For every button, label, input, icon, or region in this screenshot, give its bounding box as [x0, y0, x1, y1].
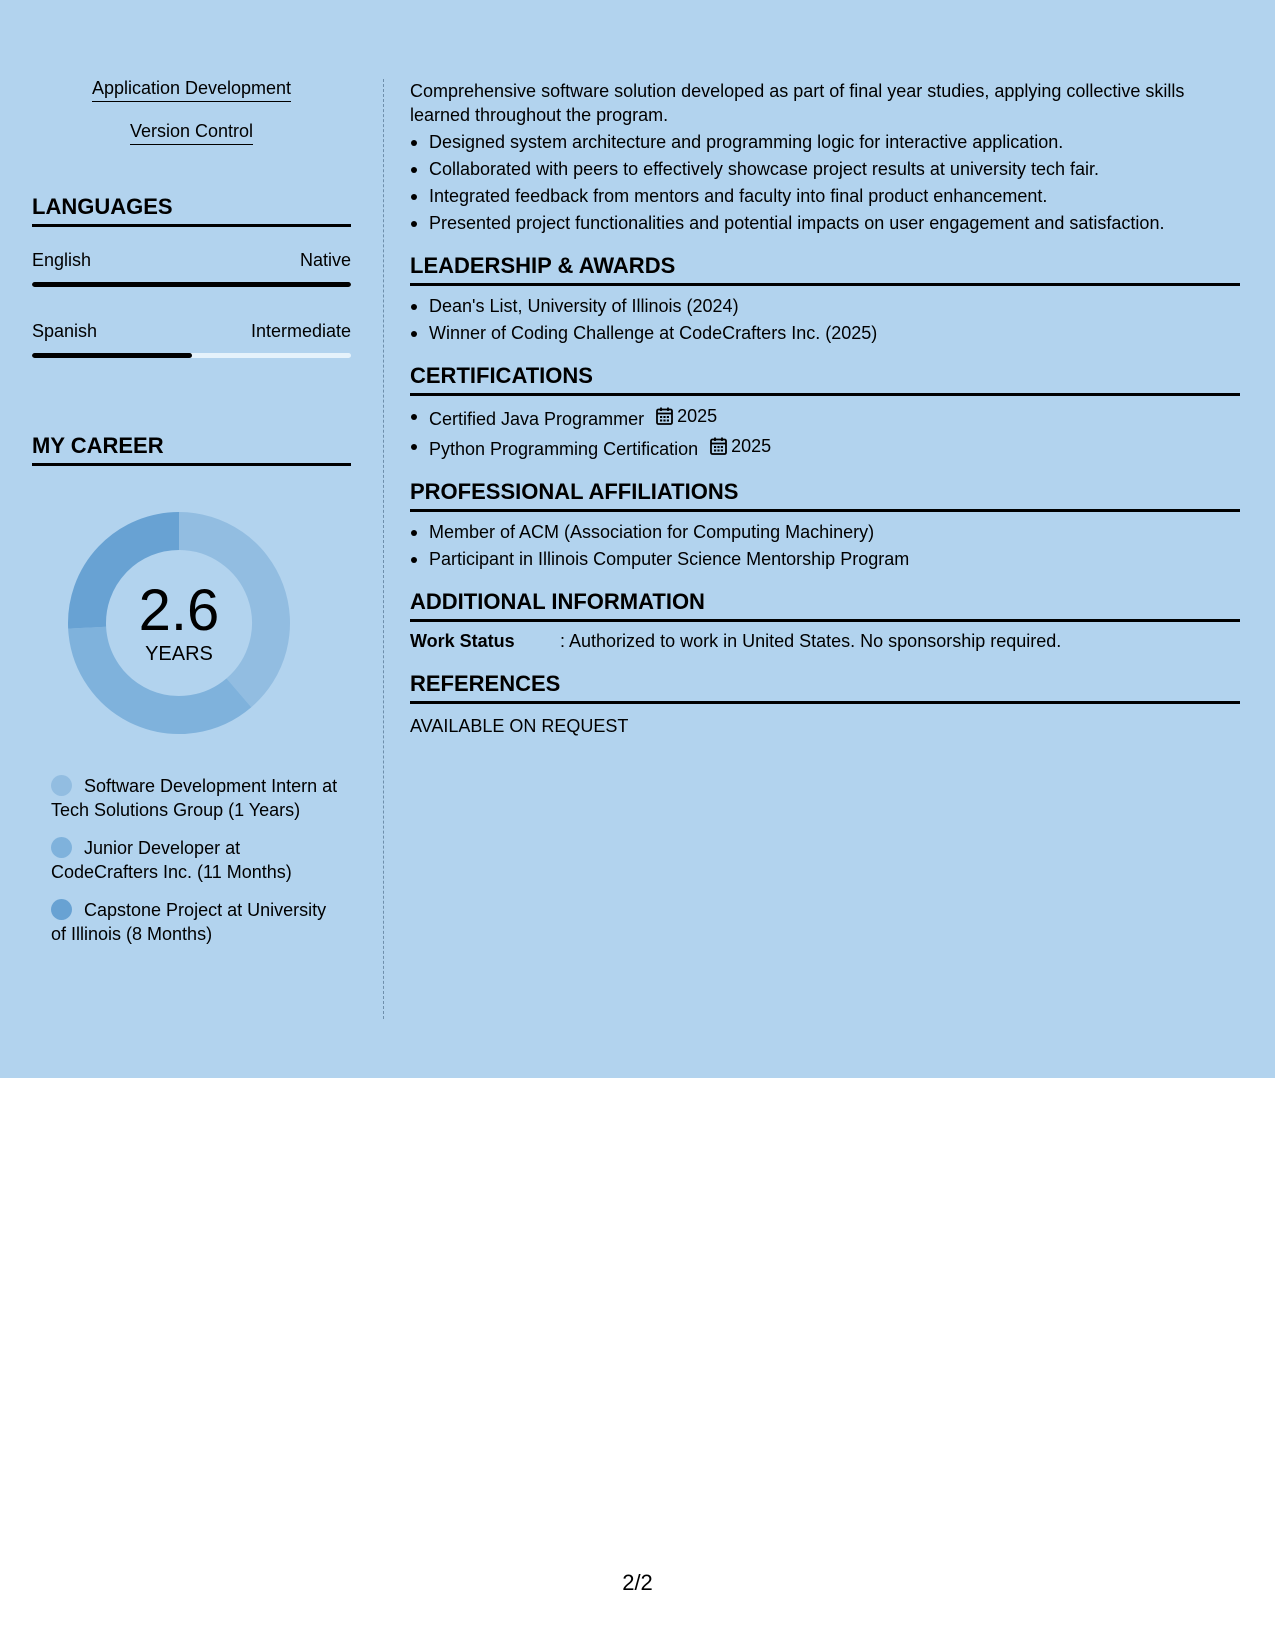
certification-date: 2025	[677, 406, 718, 426]
career-donut-chart	[66, 510, 292, 736]
languages-section	[32, 194, 351, 358]
list-item: Participant in Illinois Computer Science Mentorship Program	[410, 547, 1240, 571]
career-entry-label: Software Development Intern at Tech Solutions Group (1 Years)	[51, 776, 338, 820]
career-total-unit: YEARS	[145, 643, 213, 665]
language-level-bar	[32, 353, 351, 358]
work-status-label: Work Status	[410, 631, 515, 651]
legend-dot	[51, 775, 72, 796]
language-item	[32, 248, 351, 287]
certifications-title: CERTIFICATIONS	[410, 363, 1240, 396]
certification-date: 2025	[731, 436, 772, 456]
leadership-title: LEADERSHIP & AWARDS	[410, 253, 1240, 286]
additional-title: ADDITIONAL INFORMATION	[410, 589, 1240, 622]
career-legend-item	[51, 774, 341, 822]
list-item: Integrated feedback from mentors and faculty into final product enhancement.	[410, 184, 1240, 208]
certifications-list	[410, 404, 1240, 461]
project-description: Comprehensive software solution developed as part of final year studies, applying collective skills learned throughout the program.	[410, 81, 1185, 125]
certifications-section	[410, 363, 1240, 461]
list-item: Winner of Coding Challenge at CodeCrafters Inc. (2025)	[410, 321, 1240, 345]
career-entry-label: Capstone Project at University of Illinois (8 Months)	[51, 900, 327, 944]
references-section	[410, 671, 1240, 738]
additional-section	[410, 589, 1240, 653]
affiliations-list	[410, 520, 1240, 571]
skills-list	[32, 76, 351, 145]
career-legend-item	[51, 898, 341, 946]
career-title: MY CAREER	[32, 433, 351, 466]
language-level: Native	[299, 250, 351, 270]
references-text: AVAILABLE ON REQUEST	[410, 716, 629, 736]
legend-dot	[51, 899, 72, 920]
sidebar	[32, 76, 351, 946]
language-level-fill	[32, 282, 351, 287]
list-item: Presented project functionalities and potential impacts on user engagement and satisfaction.	[410, 211, 1240, 235]
language-level: Intermediate	[250, 321, 351, 341]
career-legend-item	[51, 836, 341, 884]
language-name: English	[32, 250, 92, 270]
main-column	[410, 79, 1240, 738]
career-entry-label: Junior Developer at CodeCrafters Inc. (11 Months)	[51, 838, 292, 882]
work-status-value: : Authorized to work in United States. No sponsorship required.	[560, 631, 1062, 651]
list-item: Member of ACM (Association for Computing Machinery)	[410, 520, 1240, 544]
language-name: Spanish	[32, 321, 98, 341]
page-number: 2/2	[622, 1570, 653, 1595]
language-level-fill	[32, 353, 192, 358]
calendar-icon	[656, 407, 673, 425]
work-status-row	[410, 629, 1240, 653]
list-item: Designed system architecture and programming logic for interactive application.	[410, 130, 1240, 154]
career-total-value: 2.6	[138, 578, 220, 643]
skill-item: Application Development	[92, 76, 291, 102]
language-level-bar	[32, 282, 351, 287]
project-section	[410, 79, 1240, 235]
list-item: Collaborated with peers to effectively showcase project results at university tech fair.	[410, 157, 1240, 181]
career-legend	[51, 774, 341, 946]
certification-item	[410, 404, 1240, 431]
affiliations-section	[410, 479, 1240, 571]
languages-title: LANGUAGES	[32, 194, 351, 227]
certification-item	[410, 434, 1240, 461]
career-section	[32, 433, 351, 946]
language-item	[32, 319, 351, 358]
leadership-section	[410, 253, 1240, 345]
project-bullets	[410, 130, 1240, 235]
references-title: REFERENCES	[410, 671, 1240, 704]
column-divider	[383, 79, 384, 1019]
skill-item: Version Control	[130, 119, 253, 145]
list-item: Dean's List, University of Illinois (2024)	[410, 294, 1240, 318]
leadership-list	[410, 294, 1240, 345]
certification-name: Certified Java Programmer	[429, 409, 645, 429]
affiliations-title: PROFESSIONAL AFFILIATIONS	[410, 479, 1240, 512]
certification-name: Python Programming Certification	[429, 439, 699, 459]
legend-dot	[51, 837, 72, 858]
calendar-icon	[710, 437, 727, 455]
